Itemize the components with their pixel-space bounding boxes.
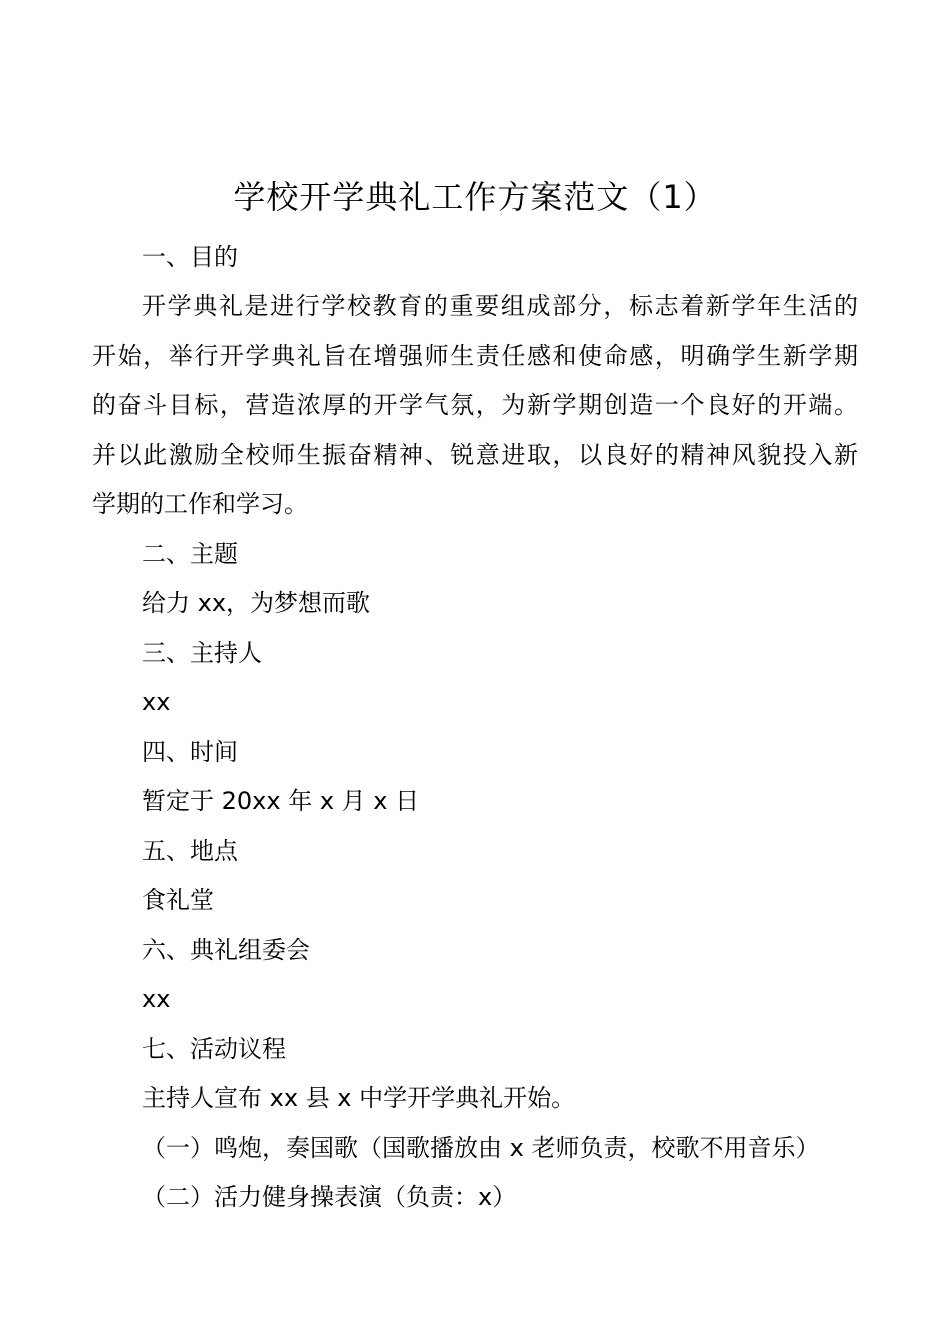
paragraph-line-3: 的奋斗目标，营造浓厚的开学气氛，为新学期创造一个良好的开端。: [92, 391, 858, 419]
section-heading-theme: 二、主题: [142, 540, 238, 568]
section-content-time: 暂定于 20xx 年 x 月 x 日: [142, 787, 420, 815]
section-heading-agenda: 七、活动议程: [142, 1035, 286, 1063]
agenda-item-2: （二）活力健身操表演（负责：x）: [142, 1183, 517, 1211]
section-heading-time: 四、时间: [142, 738, 238, 766]
paragraph-line-2: 开始，举行开学典礼旨在增强师生责任感和使命感，明确学生新学期: [92, 342, 858, 370]
section-content-host: xx: [142, 688, 171, 716]
section-heading-committee: 六、典礼组委会: [142, 936, 310, 964]
section-heading-location: 五、地点: [142, 837, 238, 865]
section-content-theme: 给力 xx，为梦想而歌: [142, 589, 371, 617]
agenda-item-1: （一）鸣炮，奏国歌（国歌播放由 x 老师负责，校歌不用音乐）: [142, 1134, 820, 1162]
document-title: 学校开学典礼工作方案范文（1）: [233, 178, 717, 216]
paragraph-line-5: 学期的工作和学习。: [92, 490, 308, 518]
paragraph-line-4: 并以此激励全校师生振奋精神、锐意进取，以良好的精神风貌投入新: [92, 441, 858, 469]
section-heading-purpose: 一、目的: [142, 243, 238, 271]
section-heading-host: 三、主持人: [142, 639, 262, 667]
section-content-committee: xx: [142, 985, 171, 1013]
paragraph-line-1: 开学典礼是进行学校教育的重要组成部分，标志着新学年生活的: [142, 292, 858, 320]
section-content-location: 食礼堂: [142, 886, 214, 914]
agenda-intro: 主持人宣布 xx 县 x 中学开学典礼开始。: [142, 1084, 576, 1112]
